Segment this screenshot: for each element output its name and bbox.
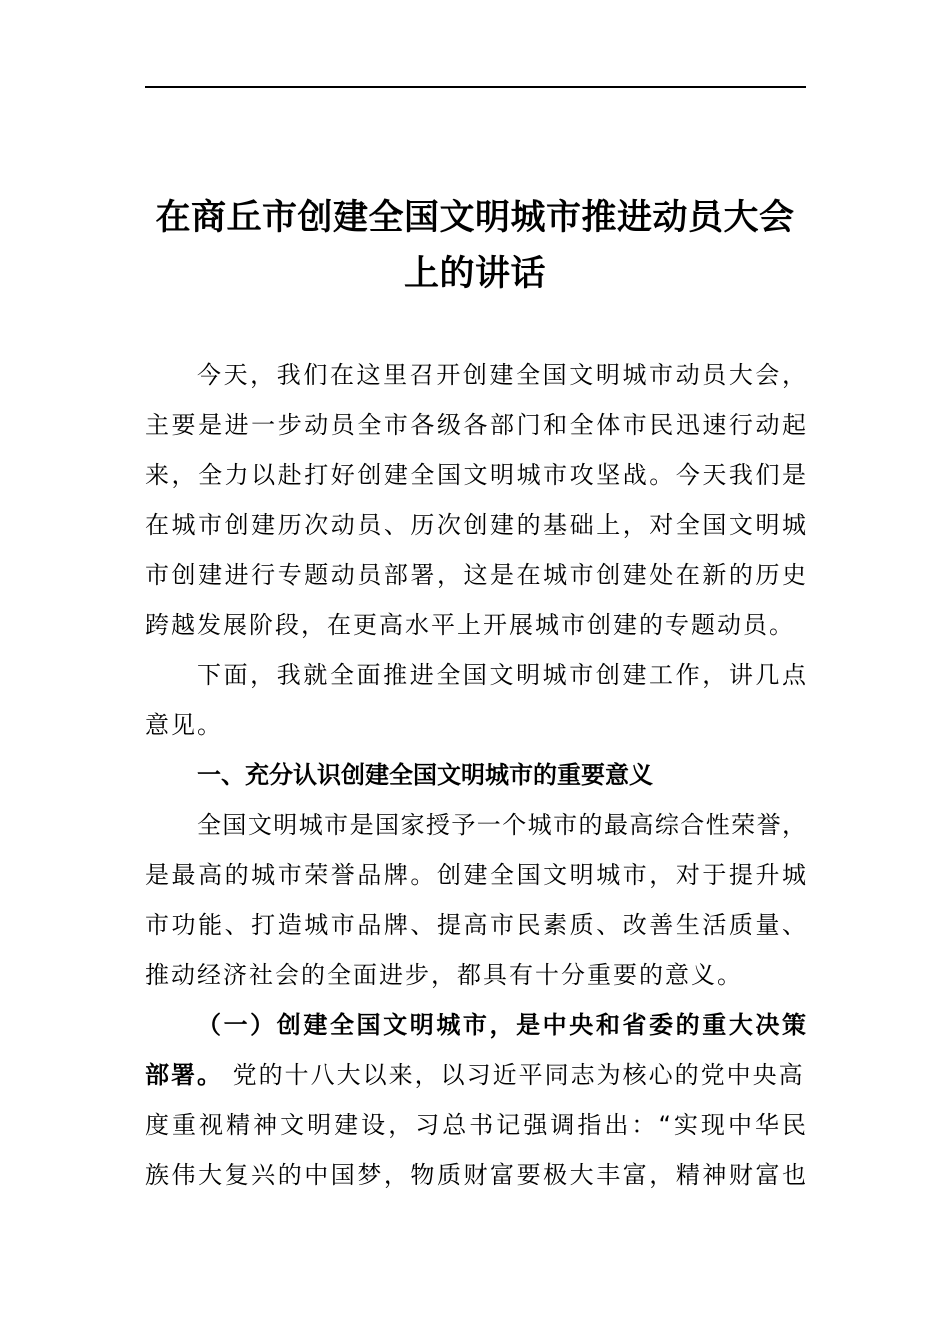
paragraph-line: 市功能、打造城市品牌、提高市民素质、改善生活质量、 [145, 911, 806, 939]
paragraph-line: 是最高的城市荣誉品牌。创建全国文明城市，对于提升城 [145, 861, 806, 889]
paragraph-line-text: 党的十八大以来，以习近平同志为核心的党中央高 [223, 1061, 805, 1089]
title-line-1: 在商丘市创建全国文明城市推进动员大会 [155, 197, 795, 238]
paragraph-line: 今天，我们在这里召开创建全国文明城市动员大会， [197, 361, 806, 389]
paragraph-line: 市创建进行专题动员部署，这是在城市创建处在新的历史 [145, 561, 806, 589]
paragraph-line: 跨越发展阶段，在更高水平上开展城市创建的专题动员。 [145, 611, 795, 639]
subsection-heading-tail: 部署。 [145, 1061, 223, 1089]
paragraph-opening [145, 350, 806, 650]
section-heading-1: 一、充分认识创建全国文明城市的重要意义 [197, 761, 653, 789]
paragraph-line: 在城市创建历次动员、历次创建的基础上，对全国文明城 [145, 511, 806, 539]
header-rule [145, 86, 806, 88]
paragraph-line: 族伟大复兴的中国梦，物质财富要极大丰富，精神财富也 [145, 1161, 806, 1189]
paragraph-line: 全国文明城市是国家授予一个城市的最高综合性荣誉， [197, 811, 806, 839]
subsection-heading-line: （一）创建全国文明城市，是中央和省委的重大决策 [197, 1011, 806, 1039]
paragraph-section1 [145, 800, 806, 1000]
paragraph-line: 来，全力以赴打好创建全国文明城市攻坚战。今天我们是 [145, 461, 806, 489]
paragraph-line: 度重视精神文明建设，习总书记强调指出：“实现中华民 [145, 1111, 806, 1139]
paragraph-line: 下面，我就全面推进全国文明城市创建工作，讲几点 [197, 661, 806, 689]
document-title [120, 190, 830, 302]
paragraph-line: 意见。 [145, 711, 223, 739]
paragraph-subsection1 [145, 1000, 806, 1200]
title-line-2: 上的讲话 [403, 253, 546, 294]
paragraph-line: 主要是进一步动员全市各级各部门和全体市民迅速行动起 [145, 411, 806, 439]
paragraph-intro [145, 650, 806, 750]
paragraph-line [145, 1050, 806, 1100]
paragraph-line: 推动经济社会的全面进步，都具有十分重要的意义。 [145, 961, 743, 989]
